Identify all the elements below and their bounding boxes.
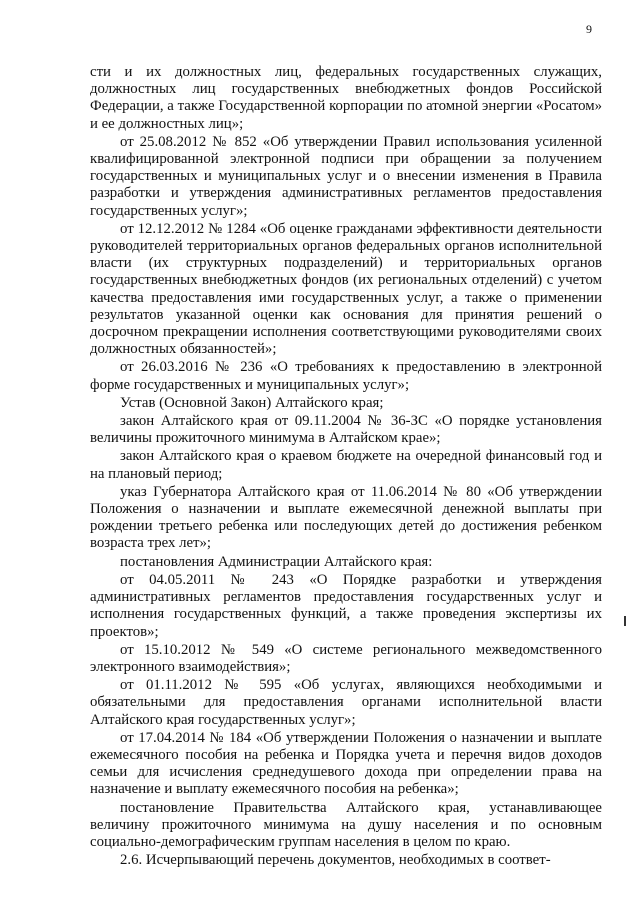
scan-margin-mark	[624, 616, 626, 626]
paragraph-decree-1284: от 12.12.2012 № 1284 «Об оценке гражданами эффективности деятельности руководителей территориальных органов федеральных органов исполнительной власти (их структурных подразделений) и территориальных органов государственных внебюджетных фондов (их региональных отделений) с учетом качества предоставления ими государственных услуг, а также о применении результатов указанной оценки как основания для принятия решений о досрочном прекращении исполнения соответствующими руководителями своих должностных обязанностей»;	[90, 220, 602, 358]
paragraph-budget-law: закон Алтайского края о краевом бюджете на очередной финансовый год и на плановый период;	[90, 448, 602, 482]
paragraph-charter: Устав (Основной Закон) Алтайского края;	[120, 394, 384, 411]
paragraph-resolution-243: от 04.05.2011 № 243 «О Порядке разработки и утверждения административных регламентов предоставления государственных услуг и исполнения государственных функций, а также проведения экспертизы их проектов»;	[90, 571, 602, 640]
paragraph-resolution-184: от 17.04.2014 № 184 «Об утверждении Положения о назначении и выплате ежемесячного пособия на ребенка и Порядка учета и перечня видов доходов семьи для исчисления среднедушевого дохода при определении права на назначение и выплату ежемесячного пособия на ребенка»;	[90, 729, 602, 798]
paragraph-continuation: сти и их должностных лиц, федеральных государственных служащих, должностных лиц государственных внебюджетных фондов Российской Федерации, а также Государственной корпорации по атомной энергии «Росатом» и ее должностных лиц»;	[90, 64, 602, 132]
page-number: 9	[586, 22, 592, 36]
paragraph-decree-236: от 26.03.2016 № 236 «О требованиях к предоставлению в электронной форме государственных и муниципальных услуг»;	[90, 359, 602, 393]
paragraph-government-resolution: постановление Правительства Алтайского края, устанавливающее величину прожиточного минимума на душу населения и по основным социально-демографическим группам населения в целом по краю.	[90, 799, 602, 850]
paragraph-resolution-549: от 15.10.2012 № 549 «О системе регионального межведомственного электронного взаимодействия»;	[90, 641, 602, 675]
paragraph-law-36zs: закон Алтайского края от 09.11.2004 № 36-ЗС «О порядке установления величины прожиточного минимума в Алтайском крае»;	[90, 413, 602, 447]
paragraph-section-2-6: 2.6. Исчерпывающий перечень документов, необходимых в соответ-	[120, 852, 551, 869]
paragraph-decree-852: от 25.08.2012 № 852 «Об утверждении Правил использования усиленной квалифицированной электронной подписи при обращении за получением государственных и муниципальных услуг и о внесении изменения в Правила разработки и утверждения административных регламентов предоставления государственных услуг»;	[90, 133, 602, 219]
paragraph-resolution-595: от 01.11.2012 № 595 «Об услугах, являющихся необходимыми и обязательными для предоставления органами исполнительной власти Алтайского края государственных услуг»;	[90, 677, 602, 728]
document-body	[90, 64, 602, 870]
paragraph-governor-decree-80: указ Губернатора Алтайского края от 11.06.2014 № 80 «Об утверждении Положения о назначении и выплате ежемесячной денежной выплаты при рождении третьего ребенка или последующих детей до достижения ребенком возраста трех лет»;	[90, 483, 602, 552]
paragraph-administration-resolutions: постановления Администрации Алтайского края:	[120, 553, 433, 570]
